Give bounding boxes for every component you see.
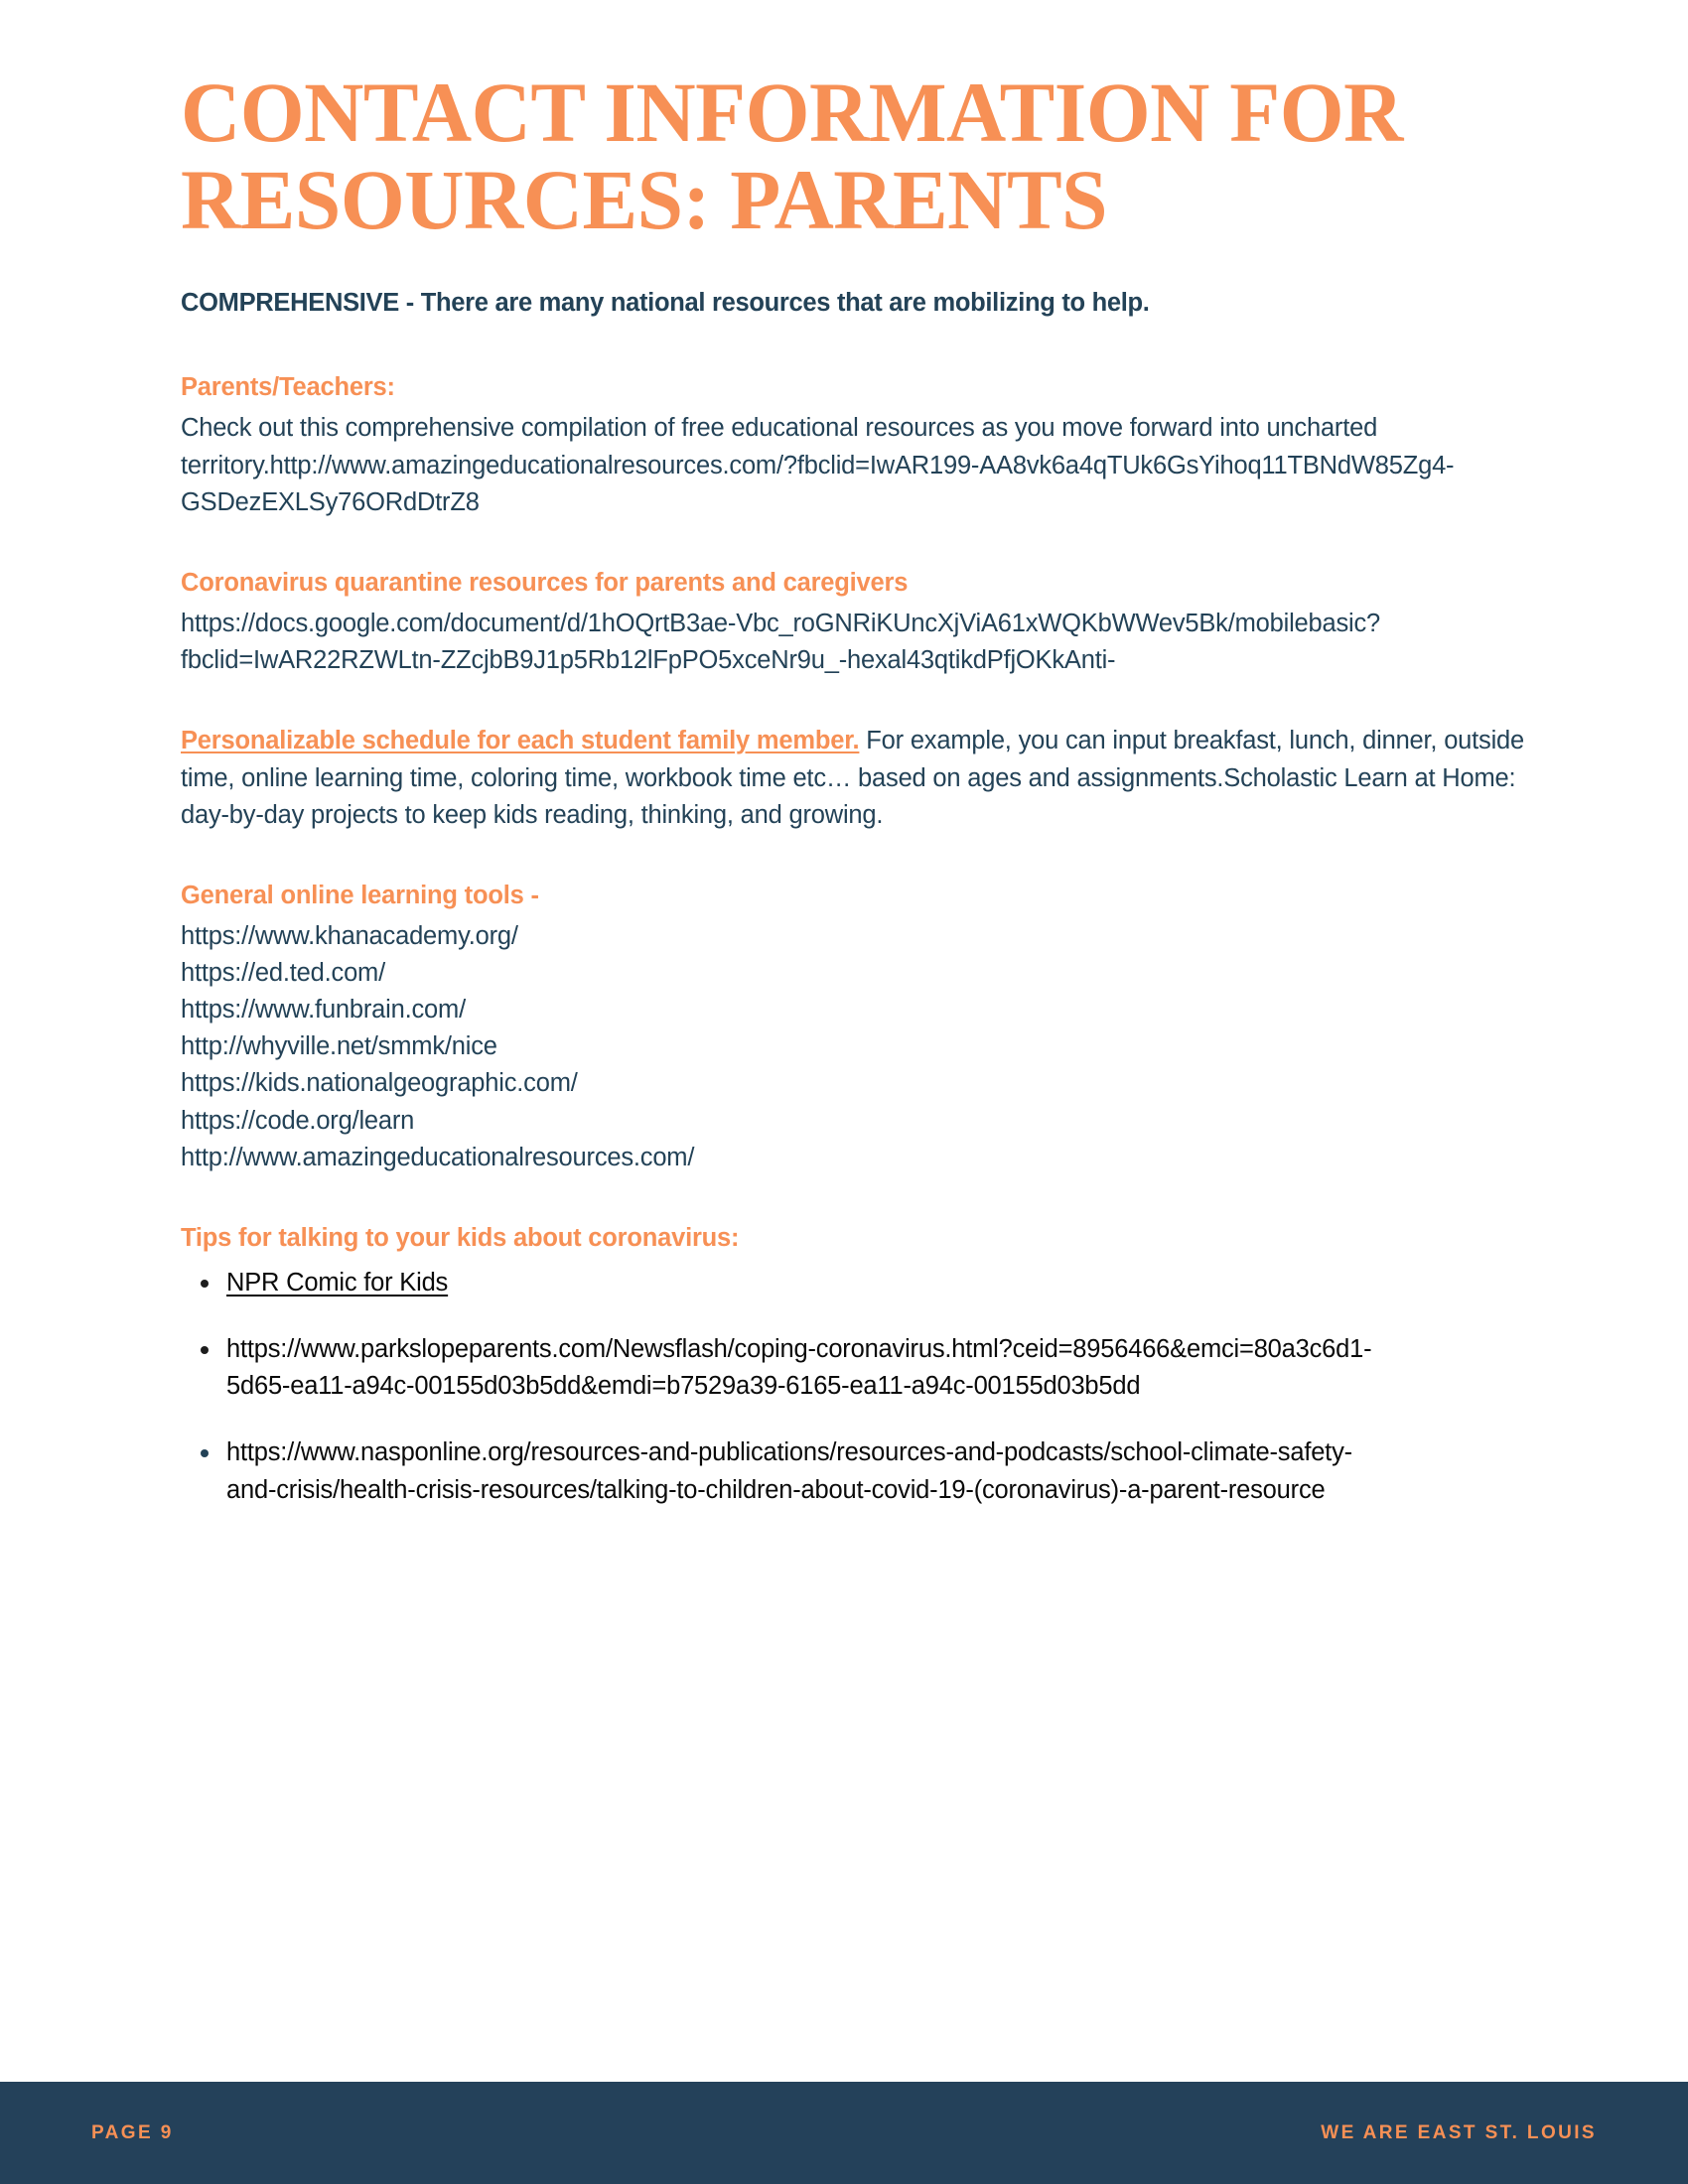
list-item[interactable]: https://www.khanacademy.org/	[181, 922, 518, 951]
footer-brand: WE ARE EAST ST. LOUIS	[1321, 2121, 1597, 2143]
list-item[interactable]: https://www.funbrain.com/	[181, 996, 466, 1024]
section-tips-for-talking	[181, 1220, 1529, 1509]
footer-page-number: PAGE 9	[91, 2121, 174, 2143]
list-item[interactable]: https://kids.nationalgeographic.com/	[181, 1069, 578, 1098]
section-personalizable-schedule	[181, 723, 1529, 834]
parents-teachers-heading: Parents/Teachers:	[181, 373, 395, 402]
list-item[interactable]: https://ed.ted.com/	[181, 959, 385, 988]
list-item[interactable]: https://www.nasponline.org/resources-and-publications/resources-and-podcasts/school-climate-safety-and-crisis/health-crisis-resources/talking-to-children-about-covid-19-(coronavirus)-a-parent-resource	[226, 1434, 1388, 1508]
general-online-learning-link-list	[181, 918, 1529, 1176]
quarantine-resources-url[interactable]: https://docs.google.com/document/d/1hOQrtB3ae-Vbc_roGNRiKUncXjViA61xWQKbWWev5Bk/mobilebasic?fbclid=IwAR22RZWLtn-ZZcjbB9J1p5Rb12lFpPO5xceNr9u_-hexal43qtikdPfjOKkAnti-	[181, 610, 1381, 675]
section-parents-teachers	[181, 369, 1529, 521]
general-online-learning-heading: General online learning tools -	[181, 882, 539, 910]
section-general-online-learning	[181, 878, 1529, 1176]
section-quarantine-resources	[181, 565, 1529, 679]
tips-bullet-list	[181, 1265, 1529, 1509]
personalizable-schedule-inline-heading: Personalizable schedule for each student family member.	[181, 727, 860, 755]
list-item[interactable]: http://www.amazingeducationalresources.com/	[181, 1143, 695, 1171]
page-footer	[0, 2082, 1688, 2184]
npr-comic-link[interactable]: NPR Comic for Kids	[226, 1268, 449, 1297]
quarantine-resources-heading: Coronavirus quarantine resources for parents and caregivers	[181, 569, 909, 598]
list-item[interactable]: https://code.org/learn	[181, 1106, 415, 1135]
page-title: CONTACT INFORMATION FOR RESOURCES: PARENTS	[181, 65, 1403, 247]
tips-for-talking-heading: Tips for talking to your kids about coronavirus:	[181, 1223, 740, 1252]
list-item[interactable]: https://www.parkslopeparents.com/Newsflash/coping-coronavirus.html?ceid=8956466&emci=80a3c6d1-5d65-ea11-a94c-00155d03b5dd&emdi=b7529a39-6165-ea11-a94c-00155d03b5dd	[226, 1331, 1388, 1405]
list-item[interactable]	[226, 1265, 1388, 1301]
list-item[interactable]: http://whyville.net/smmk/nice	[181, 1032, 497, 1061]
comprehensive-lead-text: COMPREHENSIVE - There are many national resources that are mobilizing to help.	[181, 289, 1150, 318]
personalizable-schedule-paragraph	[181, 723, 1529, 834]
parents-teachers-body: Check out this comprehensive compilation of free educational resources as you move forward into uncharted territory.http://www.amazingeducationalresources.com/?fbclid=IwAR199-AA8vk6a4qTUk6GsYihoq11TBNdW85Zg4-GSDezEXLSy76ORdDtrZ8	[181, 414, 1455, 516]
personalizable-schedule-body: For example, you can input breakfast, lunch, dinner, outside time, online learning time, coloring time, workbook time etc… based on ages and assignments.Scholastic Learn at Home: day-by-day projects to keep kids reading, thinking, and growing.	[181, 727, 1525, 829]
